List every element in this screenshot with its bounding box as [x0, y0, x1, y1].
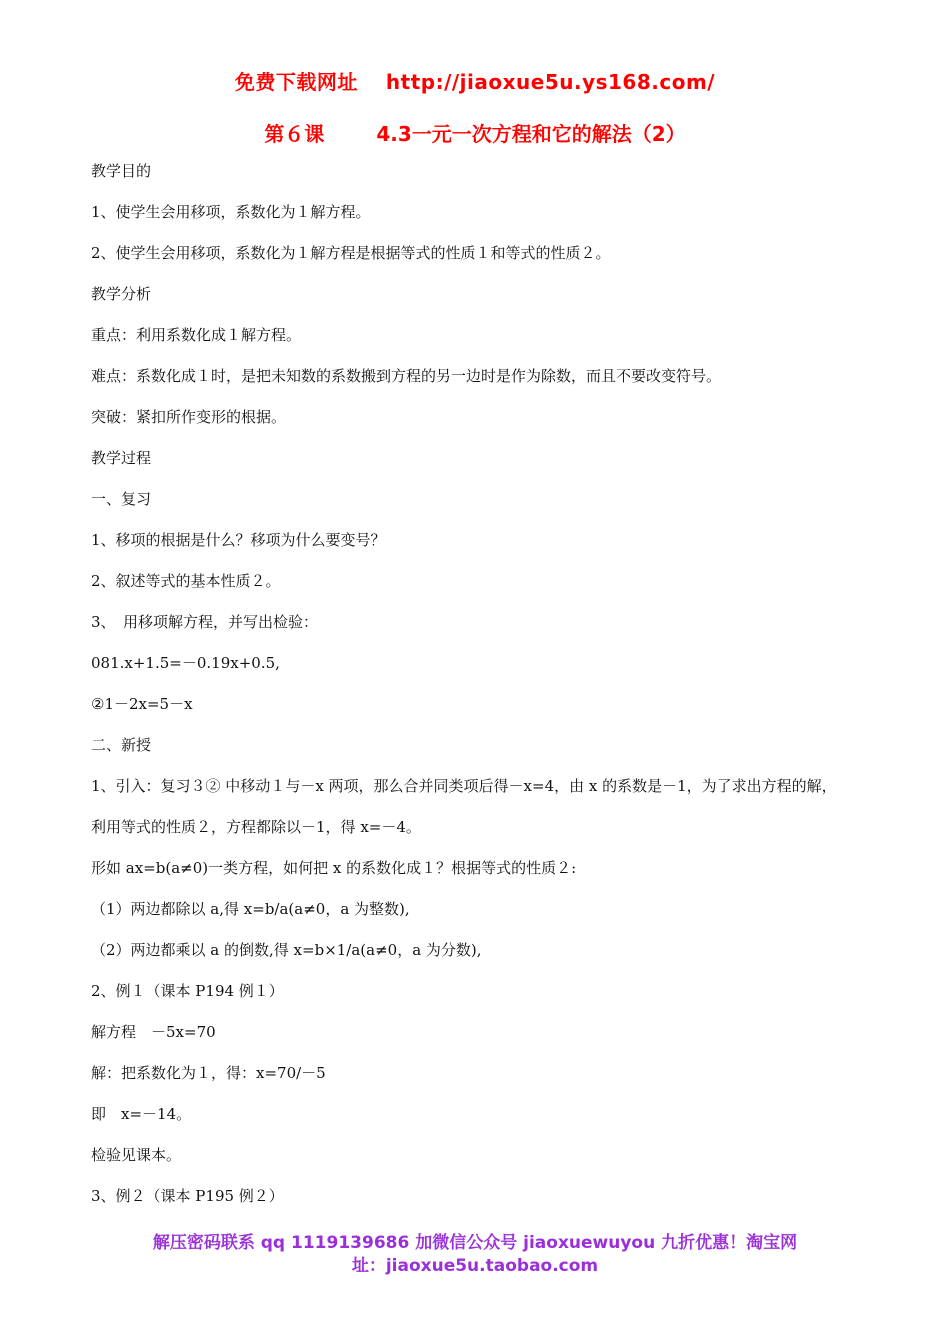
analysis-breakthrough: 突破：紧扣所作变形的根据。	[91, 408, 287, 426]
equation-line: 解方程 －5x=70	[91, 1023, 216, 1041]
equation-line: ②1－2x=5－x	[91, 695, 193, 713]
footer-line-1: 解压密码联系 qq 1119139686 加微信公众号 jiaoxuewuyou 九折优惠！淘宝网	[152, 1233, 798, 1253]
page-title	[0, 118, 950, 147]
example-heading: 3、例２（课本 P195 例２）	[91, 1187, 284, 1205]
solution-line: 即 x=－14。	[91, 1105, 192, 1123]
lesson-topic: 4.3一元一次方程和它的解法（2）	[376, 122, 686, 146]
section-heading-objectives: 教学目的	[91, 162, 152, 180]
text-paragraph: 检验见课本。	[91, 1146, 182, 1164]
download-url-link[interactable]: http://jiaoxue5u.ys168.com/	[385, 70, 716, 94]
download-header	[0, 66, 950, 95]
text-paragraph: （1）两边都除以 a,得 x=b/a(a≠0，a 为整数),	[91, 900, 410, 918]
review-item: 2、叙述等式的基本性质２。	[91, 572, 281, 590]
lesson-number: 第６课	[264, 122, 325, 146]
text-paragraph: 形如 ax=b(a≠0)一类方程，如何把 x 的系数化成１？根据等式的性质２:	[91, 859, 577, 877]
analysis-difficulty: 难点：系数化成１时，是把未知数的系数搬到方程的另一边时是作为除数，而且不要改变符号。	[91, 367, 722, 385]
review-item: 3、 用移项解方程，并写出检验：	[91, 613, 319, 631]
footer-line-2[interactable]: 址：jiaoxue5u.taobao.com	[351, 1256, 599, 1276]
section-heading-process: 教学过程	[91, 449, 152, 467]
section-heading-analysis: 教学分析	[91, 285, 152, 303]
text-paragraph: （2）两边都乘以 a 的倒数,得 x=b×1/a(a≠0，a 为分数),	[91, 941, 482, 959]
subsection-new-lesson: 二、新授	[91, 736, 152, 754]
analysis-key-point: 重点：利用系数化成１解方程。	[91, 326, 302, 344]
solution-line: 解：把系数化为１，得：x=70/－5	[91, 1064, 326, 1082]
equation-line: 081.x+1.5=－0.19x+0.5,	[91, 654, 280, 672]
text-paragraph: 利用等式的性质２，方程都除以－1，得 x=－4。	[91, 818, 421, 836]
footer-contact	[0, 1232, 950, 1278]
example-heading: 2、例１（课本 P194 例１）	[91, 982, 284, 1000]
objective-item: 1、使学生会用移项，系数化为１解方程。	[91, 203, 371, 221]
text-paragraph: 1、引入：复习３② 中移动１与－x 两项，那么合并同类项后得－x=4，由 x 的系数是－1，为了求出方程的解，	[91, 777, 837, 795]
subsection-review: 一、复习	[91, 490, 152, 508]
review-item: 1、移项的根据是什么？移项为什么要变号？	[91, 531, 386, 549]
download-label: 免费下载网址	[234, 70, 358, 94]
objective-item: 2、使学生会用移项，系数化为１解方程是根据等式的性质１和等式的性质２。	[91, 244, 611, 262]
